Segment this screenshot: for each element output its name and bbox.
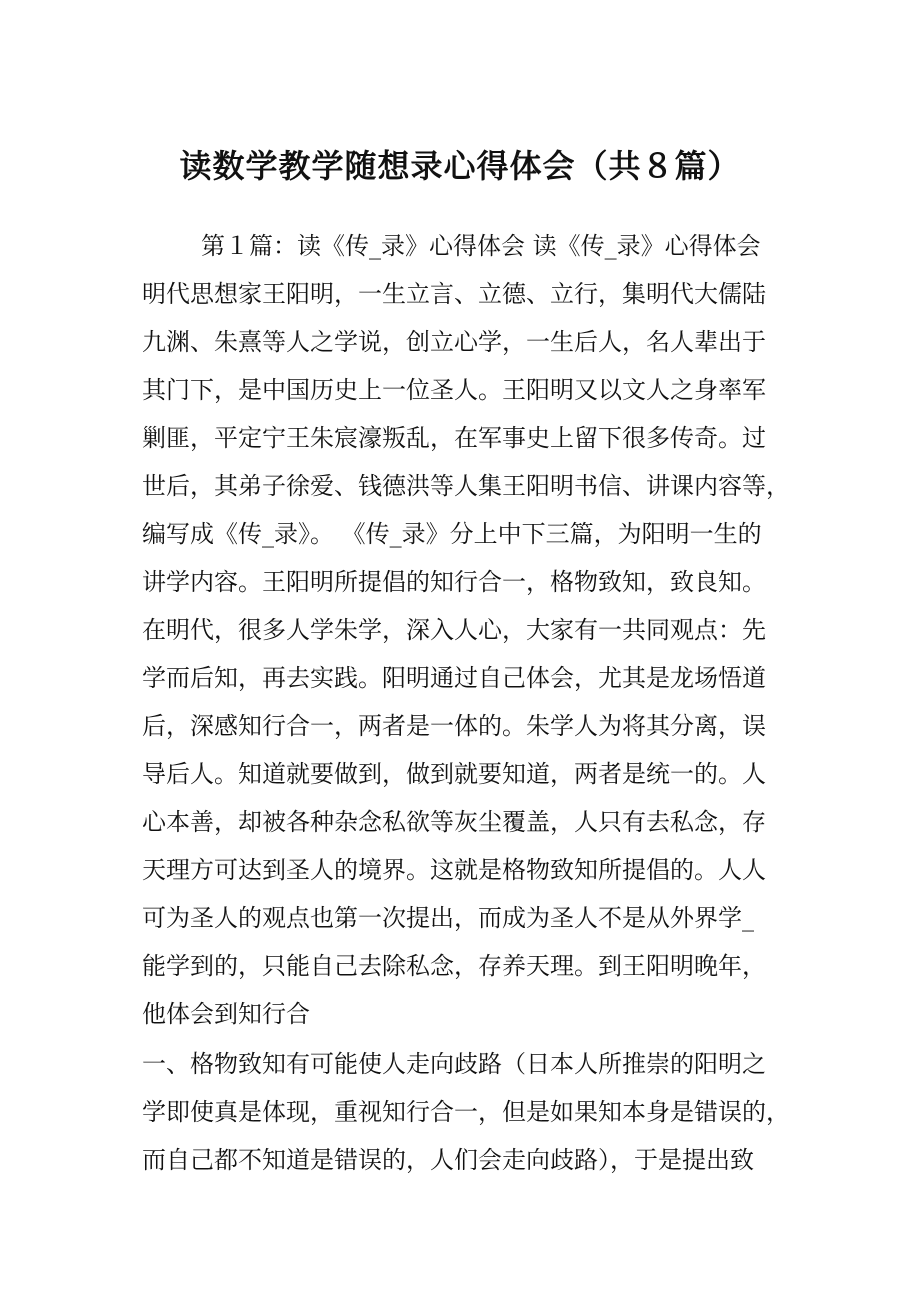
body-line: 后，深感知行合一，两者是一体的。朱学人为将其分离，误 <box>142 712 766 740</box>
body-line: 其门下，是中国历史上一位圣人。王阳明又以文人之身率军 <box>142 376 766 404</box>
body-line: 在明代，很多人学朱学，深入人心，大家有一共同观点：先 <box>142 616 766 644</box>
body-line: 明代思想家王阳明，一生立言、立德、立行，集明代大儒陆 <box>142 280 766 308</box>
body-line: 世后，其弟子徐爱、钱德洪等人集王阳明书信、讲课内容等， <box>142 472 790 500</box>
body-line: 而自己都不知道是错误的，人们会走向歧路），于是提出致 <box>142 1146 754 1174</box>
body-line: 导后人。知道就要做到，做到就要知道，两者是统一的。人 <box>142 760 766 788</box>
body-line: 可为圣人的观点也第一次提出，而成为圣人不是从外界学_ <box>142 904 754 932</box>
body-line: 天理方可达到圣人的境界。这就是格物致知所提倡的。人人 <box>142 856 766 884</box>
body-line: 能学到的，只能自己去除私念，存养天理。到王阳明晚年， <box>142 952 766 980</box>
body-line: 剿匪，平定宁王朱宸濠叛乱，在军事史上留下很多传奇。过 <box>142 424 766 452</box>
body-line: 第１篇：读《传_录》心得体会 读《传_录》心得体会 <box>201 232 761 260</box>
body-line: 讲学内容。王阳明所提倡的知行合一，格物致知，致良知。 <box>142 568 766 596</box>
body-line: 一、格物致知有可能使人走向歧路（日本人所推崇的阳明之 <box>142 1050 766 1078</box>
body-line: 编写成《传_录》。 《传_录》分上中下三篇，为阳明一生的 <box>142 520 762 548</box>
body-line: 学即使真是体现，重视知行合一，但是如果知本身是错误的， <box>142 1098 790 1126</box>
body-line: 他体会到知行合 <box>142 1000 310 1028</box>
body-line: 九渊、朱熹等人之学说，创立心学，一生后人，名人辈出于 <box>142 328 766 356</box>
body-line: 心本善，却被各种杂念私欲等灰尘覆盖，人只有去私念，存 <box>142 808 766 836</box>
body-line: 学而后知，再去实践。阳明通过自己体会，尤其是龙场悟道 <box>142 664 766 692</box>
document-title: 读数学教学随想录心得体会（共８篇） <box>179 147 741 185</box>
